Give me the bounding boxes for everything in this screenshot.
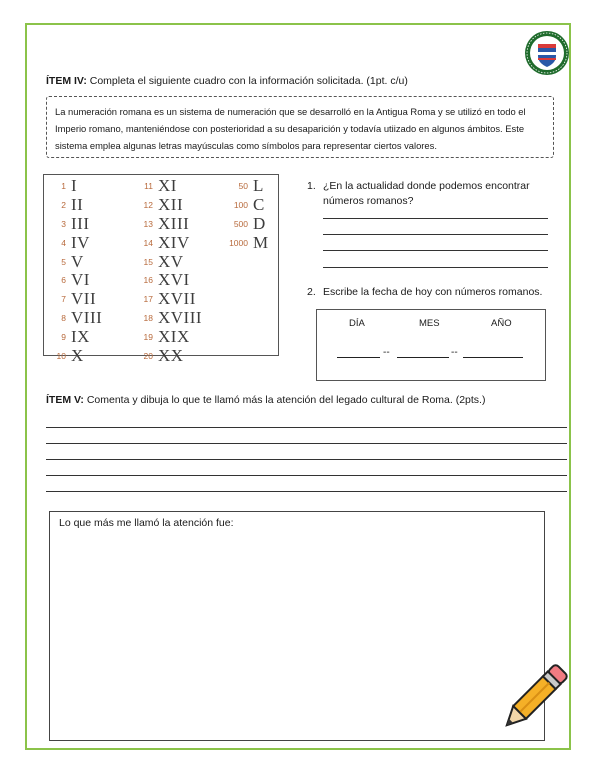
roman-numeral: X [71,345,84,365]
question-1-text: ¿En la actualidad donde podemos encontrar números romanos? [323,180,530,207]
arabic-number: 8 [61,312,66,323]
arabic-number: 16 [143,275,153,286]
comment-line[interactable] [46,475,567,476]
question-2-number: 2. [307,286,316,298]
numerals-column-2 [139,177,202,365]
roman-numeral: IV [71,232,90,252]
numerals-column-1 [52,177,102,365]
numeral-row [139,271,202,290]
comment-line[interactable] [46,427,567,428]
arabic-number: 2 [61,200,66,211]
roman-numeral: D [253,214,266,233]
roman-numeral: VIII [71,307,103,327]
arabic-number: 11 [144,181,153,192]
arabic-number: 10 [56,350,66,361]
roman-numeral: XII [158,195,184,215]
arabic-number: 500 [233,218,248,229]
numeral-row [224,233,269,252]
numeral-row [139,215,202,234]
item-v-label: ÍTEM V: [46,394,84,406]
day-label: DÍA [349,318,365,329]
roman-numeral: XVII [158,289,196,309]
roman-numeral: XIII [158,214,190,233]
roman-numeral: XIX [158,326,190,346]
numeral-row [139,233,202,252]
answer-line[interactable] [323,234,548,235]
roman-numeral: C [253,195,265,215]
numeral-row [52,196,102,215]
arabic-number: 7 [61,294,66,305]
roman-numeral: XX [158,345,184,365]
arabic-number: 20 [143,350,153,361]
arabic-number: 50 [238,181,248,192]
numeral-row [139,177,202,196]
arabic-number: 1000 [229,237,248,248]
date-box [316,309,546,381]
arabic-number: 6 [61,275,66,286]
answer-line[interactable] [323,218,548,219]
drawing-box[interactable] [49,511,545,741]
question-1-number: 1. [307,180,316,192]
arabic-number: 14 [143,237,153,248]
school-seal-logo [524,30,570,76]
comment-line[interactable] [46,459,567,460]
roman-numeral: XI [158,176,177,196]
drawing-box-label: Lo que más me llamó la atención fue: [59,517,234,529]
month-answer-line[interactable] [397,357,449,358]
year-answer-line[interactable] [463,357,523,358]
roman-numeral: L [253,176,264,196]
month-label: MES [419,318,440,329]
arabic-number: 13 [143,218,153,229]
arabic-number: 9 [61,331,66,342]
arabic-number: 4 [61,237,66,248]
numeral-row [139,196,202,215]
numeral-row [139,309,202,328]
roman-numeral: XVIII [158,307,203,327]
numeral-row [139,290,202,309]
arabic-number: 17 [143,294,153,305]
roman-numeral: III [71,214,90,233]
numeral-row [52,290,102,309]
numeral-row [139,346,202,365]
numeral-row [52,252,102,271]
roman-numeral: I [71,176,78,196]
date-separator: -- [451,347,458,358]
arabic-number: 12 [143,200,153,211]
numeral-row [52,177,102,196]
arabic-number: 1 [61,181,66,192]
numeral-row [139,252,202,271]
roman-numeral: XVI [158,270,190,290]
roman-numeral: II [71,195,84,215]
roman-numeral: VI [71,270,90,290]
intro-box [46,96,554,158]
intro-text: La numeración romana es un sistema de numeración que se desarrolló en la Antigua Roma y se utilizó en todo el Imperio romano, manteniéndose con posterioridad a su desaparición y todavía utiizado en algunos ámbitos. Este sistema emplea algunas letras mayúsculas como símbolos para representar ciertos valores. [55,106,526,151]
answer-line[interactable] [323,267,548,268]
question-2-text: Escribe la fecha de hoy con números romanos. [323,286,543,298]
pencil-icon [494,660,572,738]
item-v-title [46,394,485,406]
numeral-row [224,177,269,196]
numeral-row [52,271,102,290]
arabic-number: 5 [61,256,66,267]
date-separator: -- [383,347,390,358]
roman-numeral: IX [71,326,90,346]
comment-line[interactable] [46,491,567,492]
numeral-row [224,215,269,234]
arabic-number: 100 [233,200,248,211]
arabic-number: 19 [143,331,153,342]
numeral-row [52,309,102,328]
numeral-row [52,233,102,252]
arabic-number: 18 [143,312,153,323]
numeral-row [52,327,102,346]
item-iv-label: ÍTEM IV: [46,75,87,87]
day-answer-line[interactable] [337,357,380,358]
comment-line[interactable] [46,443,567,444]
roman-numeral: V [71,251,84,271]
roman-numeral: VII [71,289,97,309]
roman-numerals-table [43,174,279,365]
arabic-number: 15 [143,256,153,267]
roman-numeral: XIV [158,232,190,252]
roman-numeral: XV [158,251,184,271]
numeral-row [52,346,102,365]
item-v-text: Comenta y dibuja lo que te llamó más la atención del legado cultural de Roma. (2pts.) [83,394,486,406]
item-iv-title [46,75,408,87]
arabic-number: 3 [61,218,66,229]
year-label: AÑO [491,318,512,329]
numerals-column-3 [224,177,269,252]
answer-line[interactable] [323,250,548,251]
item-iv-text: Completa el siguiente cuadro con la información solicitada. (1pt. c/u) [86,75,408,87]
numeral-row [52,215,102,234]
numeral-row [139,327,202,346]
numeral-row [224,196,269,215]
roman-numeral: M [253,232,269,252]
